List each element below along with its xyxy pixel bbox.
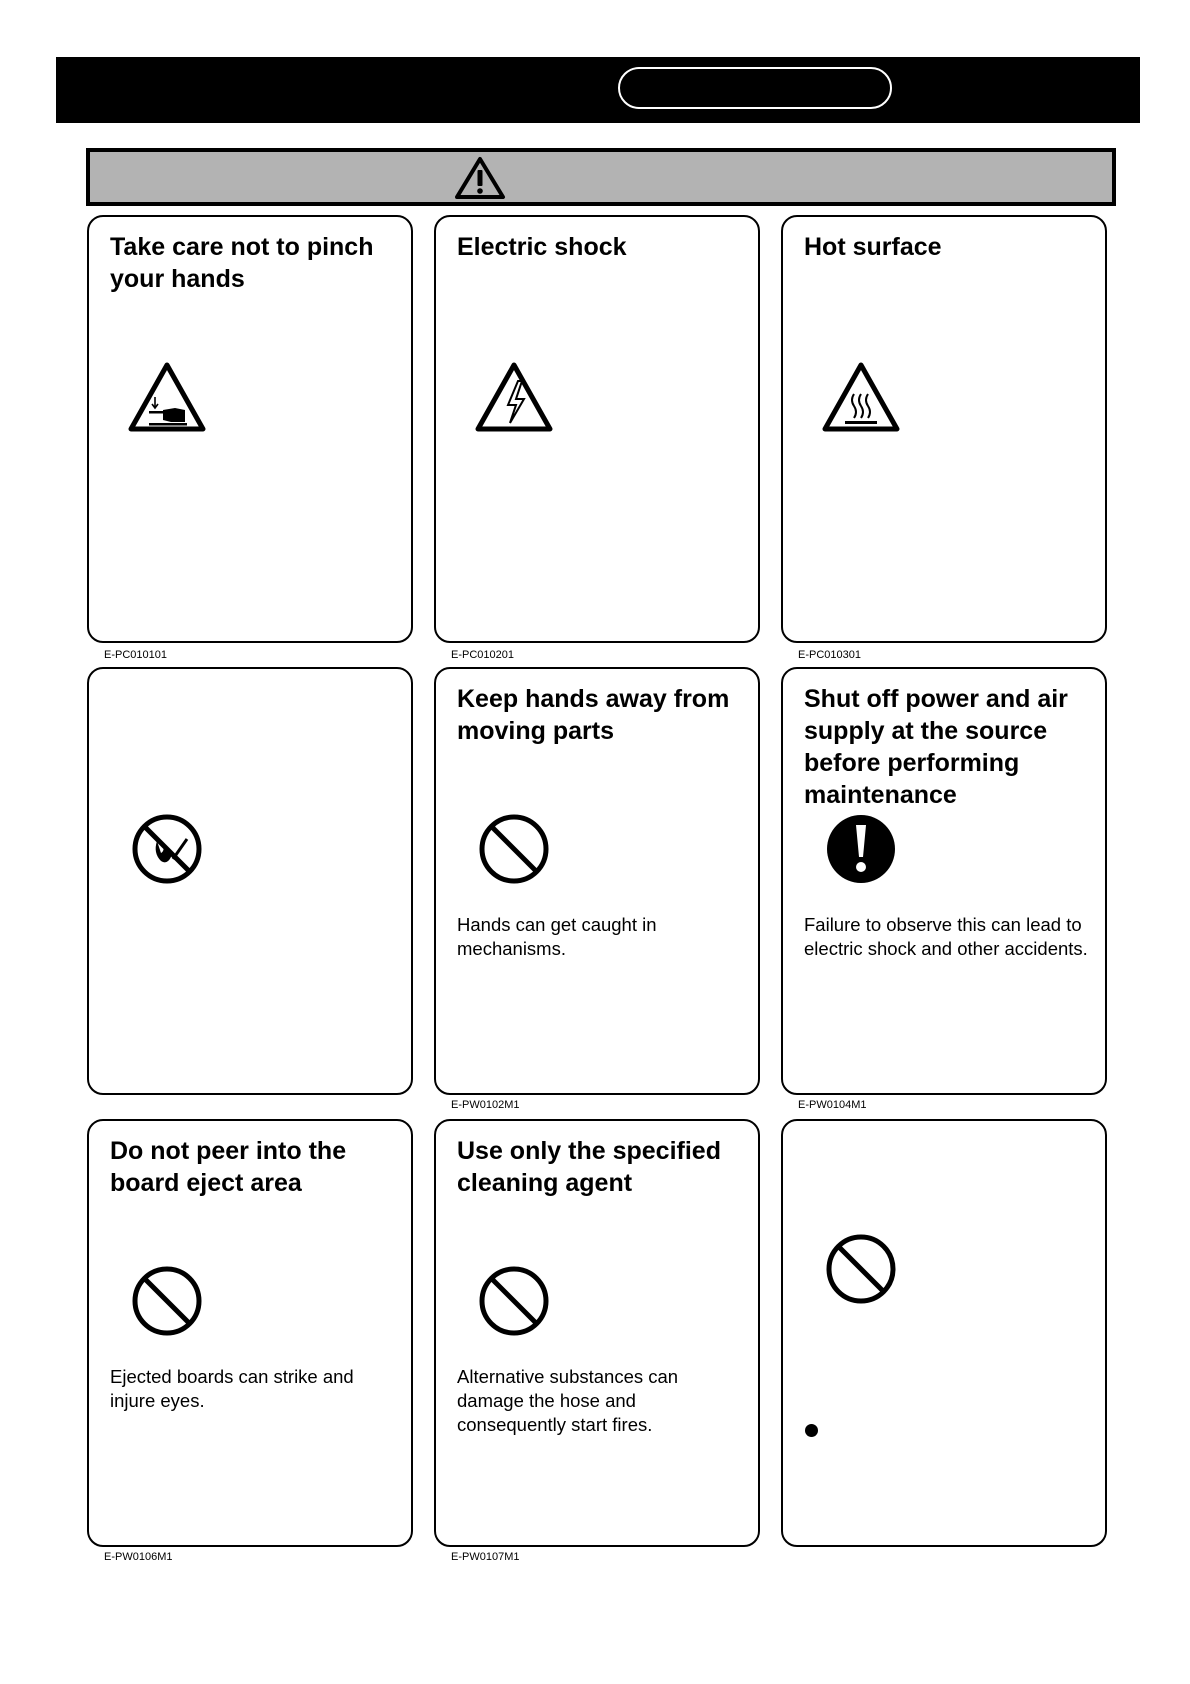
card-electric-shock [434,215,760,643]
card-code: E-PC010101 [104,649,167,661]
header-pill [618,67,892,109]
card-shut-off-power [781,667,1107,1095]
pinch-hands-warning-icon [127,361,207,433]
card-description: Failure to observe this can lead to electric shock and other accidents. [804,914,1088,959]
card-do-not-peer [87,1119,413,1547]
card-no-open-flame [87,667,413,1095]
mandatory-action-icon [821,813,901,885]
card-pinch-hands [87,215,413,643]
card-code: E-PC010201 [451,649,514,661]
card-title: Take care not to pinch your hands [110,233,374,293]
card-code: E-PW0104M1 [798,1099,867,1111]
hot-surface-warning-icon [821,361,901,433]
prohibition-icon [127,1265,207,1337]
electric-shock-warning-icon [474,361,554,433]
card-description: Alternative substances can damage the hose and consequently start fires. [457,1366,679,1435]
card-hot-surface [781,215,1107,643]
prohibition-icon [474,813,554,885]
caution-banner [86,148,1116,206]
prohibition-icon [821,1233,901,1305]
card-code: E-PW0106M1 [104,1551,173,1563]
card-description: Hands can get caught in mechanisms. [457,914,657,959]
card-keep-hands-away [434,667,760,1095]
caution-warning-icon [454,156,506,200]
prohibition-icon [474,1265,554,1337]
card-title: Use only the specified cleaning agent [457,1137,721,1197]
card-title: Shut off power and air supply at the source before performing maintenance [804,685,1068,809]
no-open-flame-icon [127,813,207,885]
card-title: Hot surface [804,233,942,261]
card-title: Electric shock [457,233,627,261]
bullet-point [805,1424,818,1437]
card-title: Keep hands away from moving parts [457,685,730,745]
card-prohibited-blank [781,1119,1107,1547]
card-code: E-PC010301 [798,649,861,661]
card-title: Do not peer into the board eject area [110,1137,347,1197]
header-bar [56,57,1140,123]
card-code: E-PW0107M1 [451,1551,520,1563]
card-cleaning-agent [434,1119,760,1547]
card-description: Ejected boards can strike and injure eyes. [110,1366,354,1411]
card-code: E-PW0102M1 [451,1099,520,1111]
